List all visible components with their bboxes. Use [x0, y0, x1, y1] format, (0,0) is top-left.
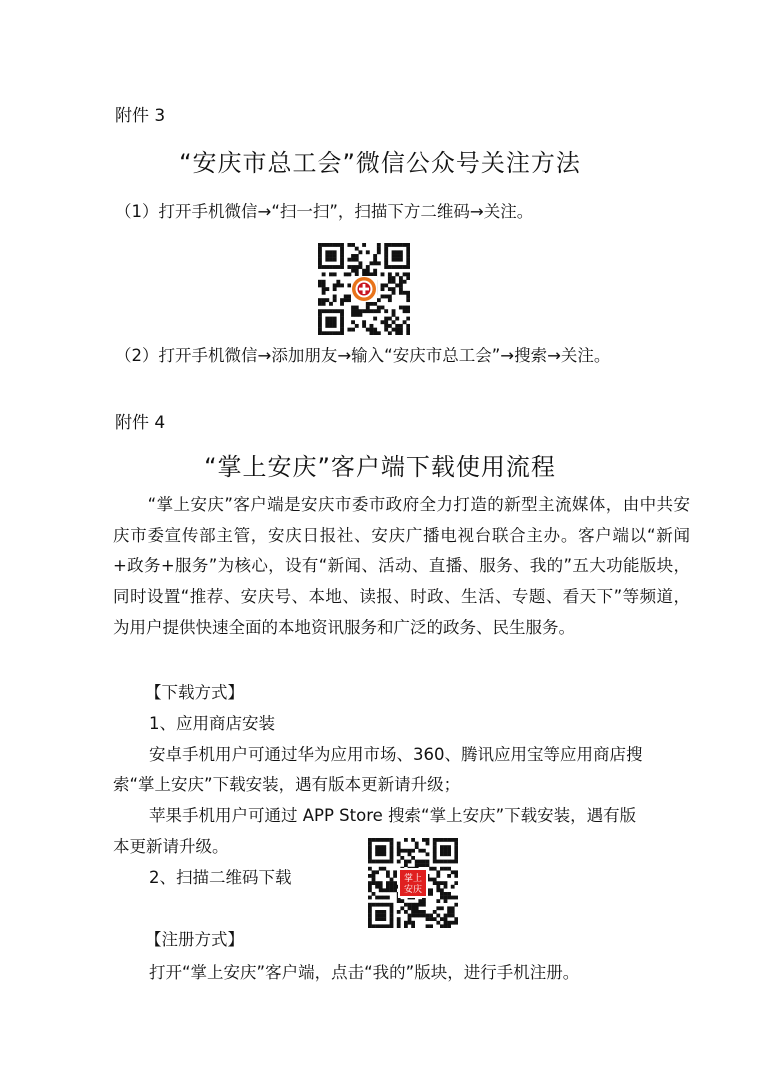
attachment-3-title: “安庆市总工会”微信公众号关注方法	[179, 149, 581, 177]
union-qr-code	[318, 243, 410, 335]
android-line-2: 索“掌上安庆”下载安装，遇有版本更新请升级；	[113, 775, 461, 794]
attachment-3-label: 附件 3	[115, 106, 166, 126]
attachment-3-step-2: （2）打开手机微信→添加朋友→输入“安庆市总工会”→搜索→关注。	[115, 346, 611, 365]
union-logo-icon	[351, 276, 377, 302]
apple-line-2: 本更新请升级。	[113, 837, 229, 856]
apple-line-1: 苹果手机用户可通过 APP Store 搜索“掌上安庆”下载安装，遇有版	[149, 806, 637, 825]
app-logo-text-top: 掌上	[403, 874, 423, 884]
app-logo-icon	[398, 868, 428, 898]
app-logo-text-bottom: 安庆	[403, 885, 423, 895]
register-heading: 【注册方式】	[145, 930, 244, 949]
attachment-4-title: “掌上安庆”客户端下载使用流程	[204, 453, 556, 481]
method-1-title: 1、应用商店安装	[149, 714, 275, 733]
download-heading: 【下载方式】	[145, 683, 244, 702]
method-2-title: 2、扫描二维码下载	[149, 868, 292, 887]
app-download-qr-code	[368, 838, 458, 928]
attachment-4-label: 附件 4	[115, 413, 166, 433]
android-line-1: 安卓手机用户可通过华为应用市场、360、腾讯应用宝等应用商店搜	[149, 745, 643, 764]
register-text: 打开“掌上安庆”客户端，点击“我的”版块，进行手机注册。	[149, 963, 580, 982]
attachment-3-step-1: （1）打开手机微信→“扫一扫”，扫描下方二维码→关注。	[115, 202, 534, 221]
intro-paragraph: “掌上安庆”客户端是安庆市委市政府全力打造的新型主流媒体，由中共安庆市委宣传部主管，安庆日报社、安庆广播电视台联合主办。客户端以“新闻+政务+服务”为核心，设有“新闻、活动、直播、服务、我的”五大功能版块，同时设置“推荐、安庆号、本地、读报、时政、生活、专题、看天下”等频道，为用户提供快速全面的本地资讯服务和广泛的政务、民生服务。	[113, 495, 690, 637]
